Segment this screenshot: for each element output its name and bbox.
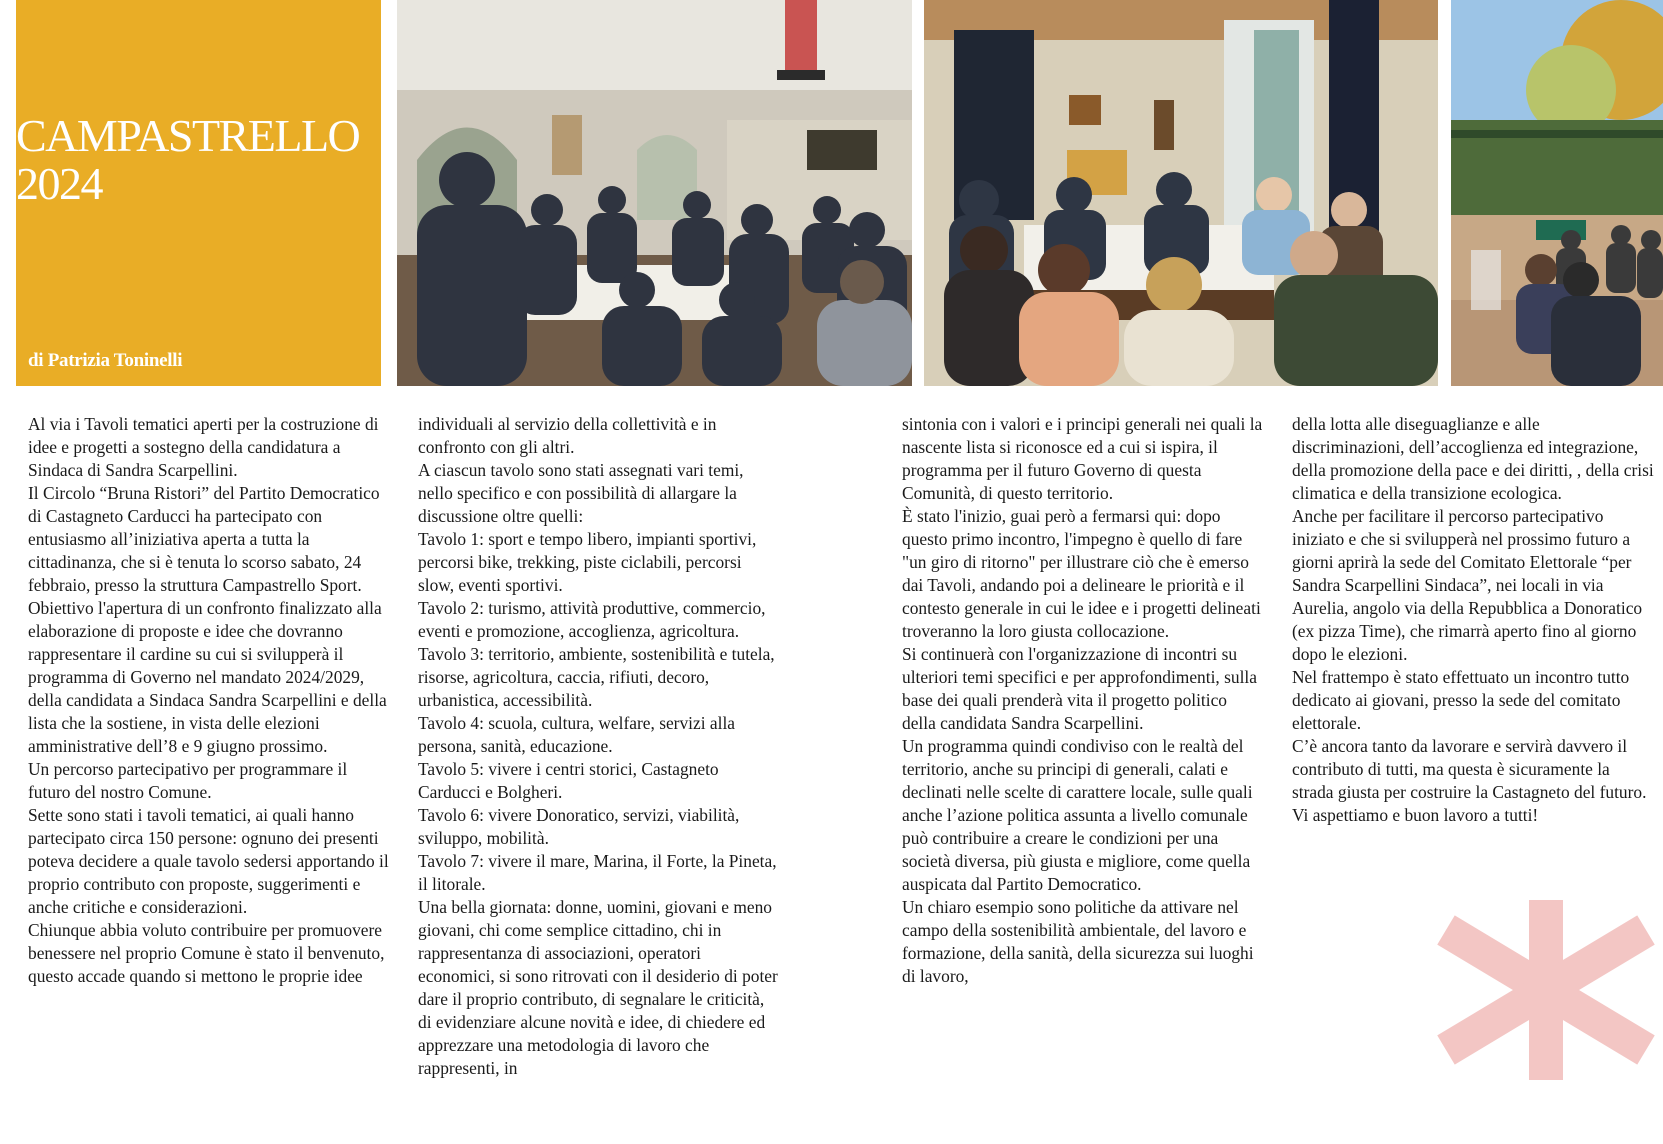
title-block [16,0,381,386]
article-column-3 [902,413,1264,988]
meeting-hall-photo [397,0,912,386]
group-meeting-photo-icon [924,0,1438,386]
paragraph: È stato l'inizio, guai però a fermarsi qui: dopo questo primo incontro, l'impegno è quello di fare "un giro di ritorno" per illustrare ciò che è emerso dai Tavoli, andando poi a delineare le priorità e il contesto generale in cui le idee e i progetti delineati troveranno la loro giusta collocazione. [902,506,1261,641]
paragraph: Tavolo 4: scuola, cultura, welfare, servizi alla persona, sanità, educazione. [418,713,735,756]
paragraph: Si continuerà con l'organizzazione di incontri su ulteriori temi specifici e per approfondimenti, sulla base dei quali prenderà vita il progetto politico della candidata Sandra Scarpellini. [902,644,1257,733]
paragraph: Tavolo 1: sport e tempo libero, impianti sportivi, percorsi bike, trekking, piste ciclabili, percorsi slow, eventi sportivi. [418,529,757,595]
paragraph: sintonia con i valori e i principi generali nei quali la nascente lista si riconosce ed a cui si ispira, il programma per il futuro Governo di questa Comunità, di questo territorio. [902,414,1263,503]
asterisk-decoration-icon [1436,900,1656,1080]
paragraph: Obiettivo l'apertura di un confronto finalizzato alla elaborazione di proposte e idee che dovranno rappresentare il cardine su cui si svilupperà il programma di Governo nel mandato 2024/2029, della candidata a Sindaca Sandra Scarpellini e della lista che la sostiene, in vista delle elezioni amministrative dell’8 e 9 giugno prossimo. [28,598,387,756]
paragraph: Al via i Tavoli tematici aperti per la costruzione di idee e progetti a sostegno della candidatura a Sindaca di Sandra Scarpellini. [28,414,379,480]
article-title [16,112,359,208]
paragraph: Tavolo 5: vivere i centri storici, Castagneto Carducci e Bolgheri. [418,759,719,802]
paragraph: Nel frattempo è stato effettuato un incontro tutto dedicato ai giovani, presso la sede del comitato elettorale. [1292,667,1630,733]
title-line-2: 2024 [16,158,102,209]
paragraph: Il Circolo “Bruna Ristori” del Partito Democratico di Castagneto Carducci ha partecipato con entusiasmo all’iniziativa aperta a tutta la cittadinanza, che si è tenuta lo scorso sabato, 24 febbraio, presso la struttura Campastrello Sport. [28,483,380,595]
article-column-2 [418,413,780,1080]
outdoor-meeting-photo-icon [1451,0,1663,386]
paragraph: Anche per facilitare il percorso partecipativo iniziato e che si svilupperà nel prossimo futuro a giorni aprirà la sede del Comitato Elettorale “per Sandra Scarpellini Sindaca”, nei locali in via Aurelia, angolo via della Repubblica a Donoratico (ex pizza Time), che rimarrà aperto fino al giorno dopo le elezioni. [1292,506,1643,664]
paragraph: C’è ancora tanto da lavorare e servirà davvero il contributo di tutti, ma questa è sicuramente la strada giusta per costruire la Castagneto del futuro. [1292,736,1647,802]
paragraph: Tavolo 2: turismo, attività produttive, commercio, eventi e promozione, accoglienza, agricoltura. [418,598,766,641]
paragraph: Tavolo 7: vivere il mare, Marina, il Forte, la Pineta, il litorale. [418,851,777,894]
author-byline: di Patrizia Toninelli [28,350,183,371]
paragraph: della lotta alle diseguaglianze e alle discriminazioni, dell’accoglienza ed integrazione, della promozione della pace e dei diritti, , della crisi climatica e della transizione ecologica. [1292,414,1654,503]
paragraph: Sette sono stati i tavoli tematici, ai quali hanno partecipato circa 150 persone: ognuno dei presenti poteva decidere a quale tavolo sedersi apportando il proprio contributo con proposte, suggerimenti e anche critiche e considerazioni. [28,805,389,917]
group-meeting-photo-icon [397,0,912,386]
paragraph: Tavolo 3: territorio, ambiente, sostenibilità e tutela, risorse, agricoltura, caccia, rifiuti, decoro, urbanistica, accessibilità. [418,644,775,710]
paragraph: Chiunque abbia voluto contribuire per promuovere benessere nel proprio Comune è stato il benvenuto, questo accade quando si mettono le proprie idee [28,920,385,986]
article-column-1 [28,413,390,988]
paragraph: Un programma quindi condiviso con le realtà del territorio, anche su principi di generali, calati e declinati nelle scelte di carattere locale, sulle quali anche l’azione politica assunta a livello comunale può contribuire a creare le condizioni per una società diversa, più giusta e migliore, come quella auspicata dal Partito Democratico. [902,736,1253,894]
paragraph: individuali al servizio della collettività e in confronto con gli altri. [418,414,717,457]
table-discussion-photo [924,0,1438,386]
paragraph: Una bella giornata: donne, uomini, giovani e meno giovani, chi come semplice cittadino, chi in rappresentanza di associazioni, operatori economici, si sono ritrovati con il desiderio di poter dare il proprio contributo, di segnalare le criticità, di evidenziare alcune novità e idee, di chiedere ed apprezzare una metodologia di lavoro che rappresenti, in [418,897,778,1078]
garden-meeting-photo [1451,0,1663,386]
paragraph: Vi aspettiamo e buon lavoro a tutti! [1292,805,1539,825]
article-column-4 [1292,413,1654,827]
paragraph: Un percorso partecipativo per programmare il futuro del nostro Comune. [28,759,348,802]
paragraph: A ciascun tavolo sono stati assegnati vari temi, nello specifico e con possibilità di allargare la discussione oltre quelli: [418,460,744,526]
paragraph: Tavolo 6: vivere Donoratico, servizi, viabilità, sviluppo, mobilità. [418,805,740,848]
paragraph: Un chiaro esempio sono politiche da attivare nel campo della sostenibilità ambientale, del lavoro e formazione, della sanità, della sicurezza sui luoghi di lavoro, [902,897,1254,986]
title-line-1: CAMPASTRELLO [16,110,360,161]
